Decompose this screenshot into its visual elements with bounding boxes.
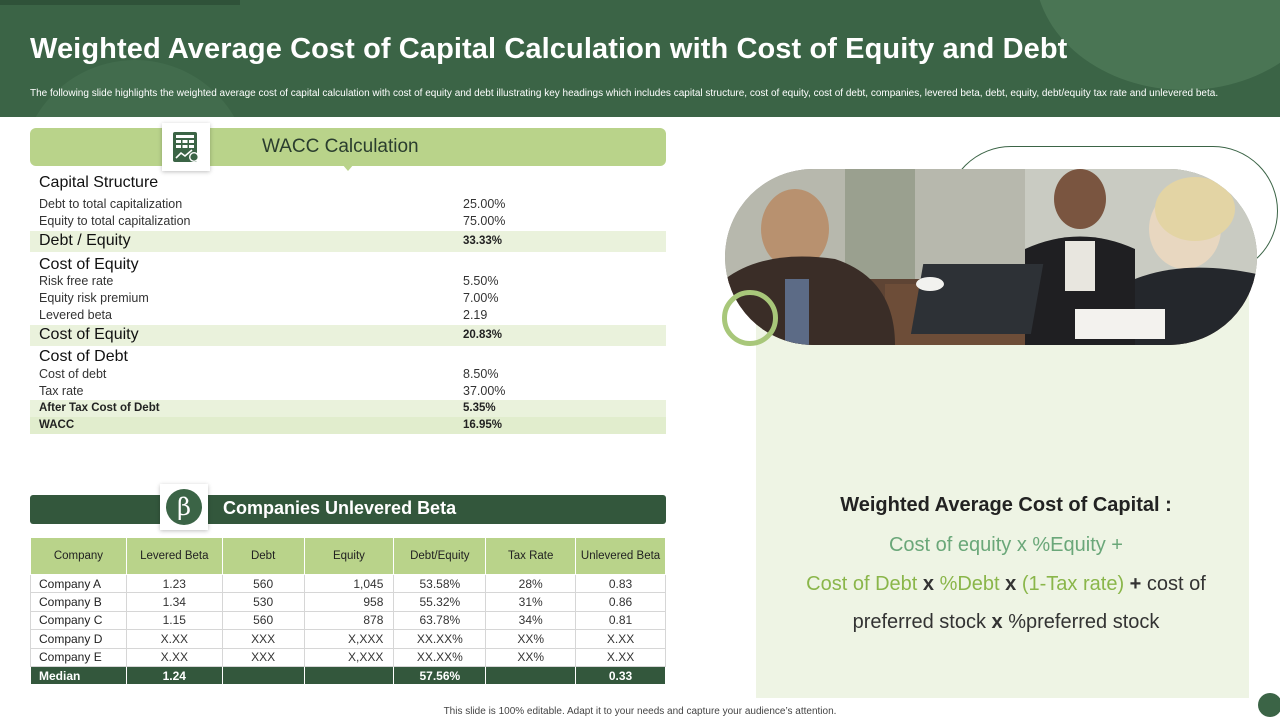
cost-of-debt-heading: Cost of Debt xyxy=(39,348,128,365)
page-subtitle: The following slide highlights the weighted average cost of capital calculation with cost of equity and debt illustrating key headings which includes capital structure, cost of equity, cost of debt, companies, levered beta, debt, equity, debt/equity tax rate and unlevered beta. xyxy=(30,88,1219,99)
formula-text: %Debt xyxy=(934,573,1006,595)
formula-line-2 xyxy=(756,573,1256,596)
cell: XXX xyxy=(222,648,304,666)
cell: X.XX xyxy=(126,648,222,666)
cell: XXX xyxy=(222,630,304,648)
formula-text: %preferred stock xyxy=(1002,611,1160,633)
decor-ring xyxy=(722,290,778,346)
companies-title: Companies Unlevered Beta xyxy=(223,498,457,518)
column-header: Tax Rate xyxy=(486,538,576,575)
cell: 55.32% xyxy=(394,593,486,611)
cell: 0.81 xyxy=(576,611,666,629)
row-value: 8.50% xyxy=(463,367,499,381)
median-row xyxy=(31,666,666,684)
cell: Company C xyxy=(31,611,127,629)
cell xyxy=(222,666,304,684)
row-value: 20.83% xyxy=(463,329,503,341)
column-header: Company xyxy=(31,538,127,575)
cell: XX% xyxy=(486,630,576,648)
row-value: 37.00% xyxy=(463,384,506,398)
formula-title: Weighted Average Cost of Capital : xyxy=(840,494,1172,516)
wacc-row xyxy=(30,273,666,290)
cell: 560 xyxy=(222,611,304,629)
cell: XX.XX% xyxy=(394,630,486,648)
cell: Company A xyxy=(31,575,127,593)
table-row xyxy=(31,611,666,629)
beta-symbol-icon xyxy=(160,484,208,530)
wacc-after-tax-row xyxy=(30,400,666,417)
cell: X,XXX xyxy=(304,630,394,648)
column-header: Debt xyxy=(222,538,304,575)
cell: 878 xyxy=(304,611,394,629)
cell: 57.56% xyxy=(394,666,486,684)
row-label: Equity risk premium xyxy=(39,291,149,305)
row-label: Debt / Equity xyxy=(39,232,131,249)
wacc-row xyxy=(30,290,666,307)
decor-strip xyxy=(0,0,240,5)
table-row xyxy=(31,630,666,648)
cell: Company E xyxy=(31,648,127,666)
footer-note: This slide is 100% editable. Adapt it to your needs and capture your audience’s attention. xyxy=(443,706,837,717)
formula-operator: + xyxy=(1129,573,1142,595)
cell: 1.34 xyxy=(126,593,222,611)
cell: 1.23 xyxy=(126,575,222,593)
row-value: 25.00% xyxy=(463,197,506,211)
wacc-row xyxy=(30,213,666,230)
cell: 28% xyxy=(486,575,576,593)
companies-table xyxy=(30,537,666,685)
row-value: 33.33% xyxy=(463,235,503,247)
cell: 0.83 xyxy=(576,575,666,593)
cell: 34% xyxy=(486,611,576,629)
column-header: Unlevered Beta xyxy=(576,538,666,575)
cell xyxy=(486,666,576,684)
cell: X.XX xyxy=(576,630,666,648)
row-value: 16.95% xyxy=(463,419,503,431)
table-row xyxy=(31,593,666,611)
column-header: Equity xyxy=(304,538,394,575)
row-value: 2.19 xyxy=(463,308,488,322)
cell: 530 xyxy=(222,593,304,611)
row-label: Risk free rate xyxy=(39,274,114,288)
cell: X.XX xyxy=(576,648,666,666)
column-header: Levered Beta xyxy=(126,538,222,575)
row-value: 5.50% xyxy=(463,274,499,288)
row-label: Levered beta xyxy=(39,308,112,322)
formula-text: cost of xyxy=(1141,573,1206,595)
row-value: 75.00% xyxy=(463,214,506,228)
cell: Median xyxy=(31,666,127,684)
formula-line-1: Cost of equity x %Equity + xyxy=(888,534,1123,556)
decor-circle xyxy=(1035,0,1280,90)
row-label: Tax rate xyxy=(39,384,84,398)
cell: 1.24 xyxy=(126,666,222,684)
cell: XX% xyxy=(486,648,576,666)
cell: 53.58% xyxy=(394,575,486,593)
wacc-row xyxy=(30,307,666,324)
row-value: 5.35% xyxy=(463,402,496,414)
cell: 0.33 xyxy=(576,666,666,684)
formula-text: preferred stock xyxy=(852,611,992,633)
wacc-total-row xyxy=(30,417,666,434)
cell: Company D xyxy=(31,630,127,648)
wacc-row xyxy=(30,196,666,213)
decor-corner-circle xyxy=(1258,693,1280,717)
formula-operator: x xyxy=(922,573,935,595)
spreadsheet-chart-icon xyxy=(162,123,210,171)
row-label: Equity to total capitalization xyxy=(39,214,191,228)
table-row xyxy=(31,648,666,666)
cell: 31% xyxy=(486,593,576,611)
table-header-row xyxy=(31,538,666,575)
row-label: After Tax Cost of Debt xyxy=(39,402,160,414)
cell: 1.15 xyxy=(126,611,222,629)
cell: 560 xyxy=(222,575,304,593)
page-title: Weighted Average Cost of Capital Calculation with Cost of Equity and Debt xyxy=(30,33,1068,65)
cell: Company B xyxy=(31,593,127,611)
wacc-summary-row xyxy=(30,231,666,252)
column-header: Debt/Equity xyxy=(394,538,486,575)
row-label: Cost of Equity xyxy=(39,326,139,343)
cell: 63.78% xyxy=(394,611,486,629)
wacc-title: WACC Calculation xyxy=(262,136,419,157)
header-banner xyxy=(0,0,1280,117)
formula-text: Cost of Debt xyxy=(806,573,923,595)
capital-structure-heading: Capital Structure xyxy=(39,174,159,191)
formula-text: (1-Tax rate) xyxy=(1016,573,1130,595)
cell: 958 xyxy=(304,593,394,611)
cost-of-equity-heading: Cost of Equity xyxy=(39,256,139,273)
cell: X.XX xyxy=(126,630,222,648)
wacc-row xyxy=(30,366,666,383)
cell xyxy=(304,666,394,684)
cell: XX.XX% xyxy=(394,648,486,666)
formula-operator: x xyxy=(1005,573,1017,595)
formula-line-3 xyxy=(756,611,1256,634)
cell: X,XXX xyxy=(304,648,394,666)
svg-text:β: β xyxy=(177,493,191,521)
table-row xyxy=(31,575,666,593)
row-label: Cost of debt xyxy=(39,367,107,381)
formula-operator: x xyxy=(991,611,1003,633)
business-meeting-photo xyxy=(725,169,1257,345)
cell: 0.86 xyxy=(576,593,666,611)
cell: 1,045 xyxy=(304,575,394,593)
row-label: Debt to total capitalization xyxy=(39,197,183,211)
row-label: WACC xyxy=(39,419,75,431)
wacc-header-pointer xyxy=(342,164,354,171)
wacc-row xyxy=(30,383,666,400)
row-value: 7.00% xyxy=(463,291,499,305)
wacc-summary-row xyxy=(30,325,666,346)
